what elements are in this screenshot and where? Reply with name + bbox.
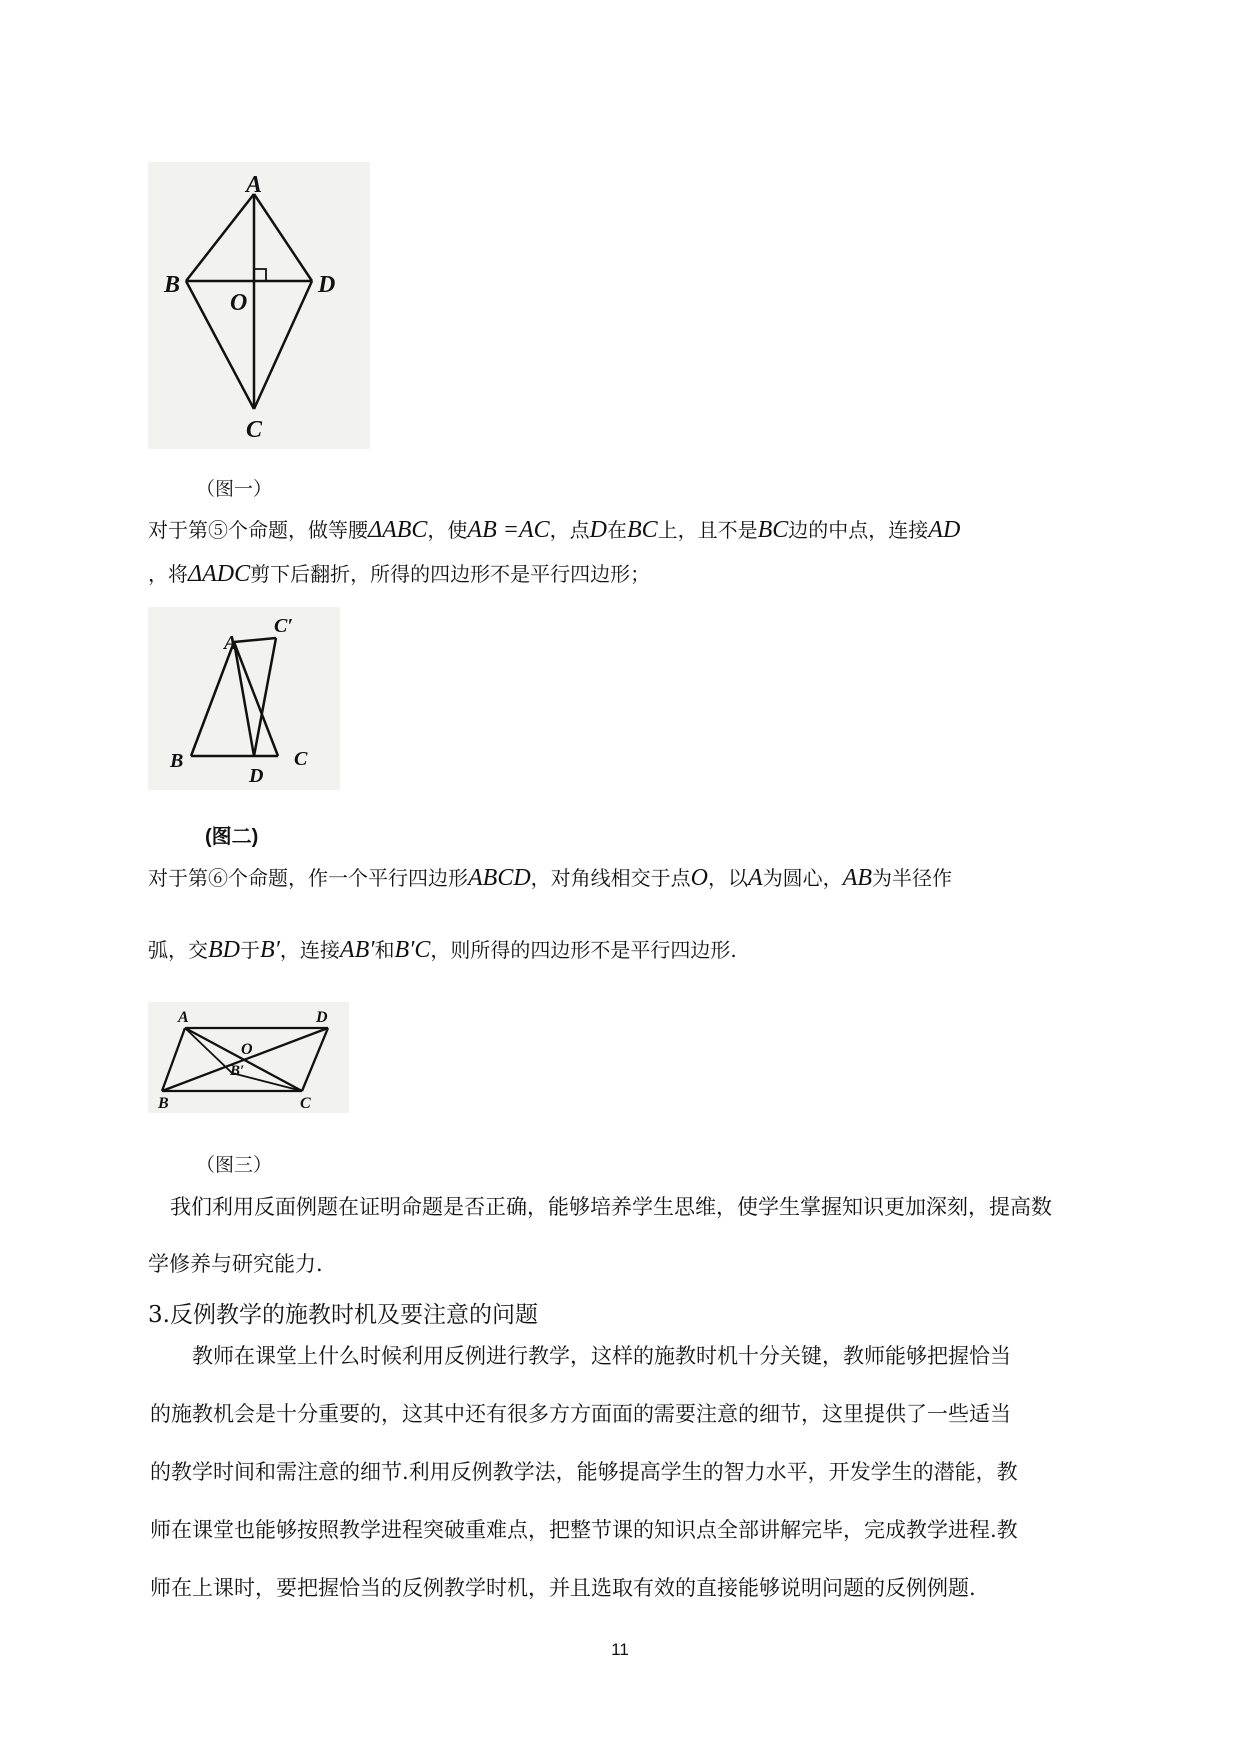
- label-b: B: [170, 750, 184, 772]
- summary-line-1: 我们利用反面例题在证明命题是否正确，能够培养学生思维，使学生掌握知识更加深刻，提高数: [170, 1195, 1052, 1219]
- label-o: O: [230, 290, 248, 316]
- edge-dc: [254, 281, 312, 409]
- edge-ab: [186, 194, 254, 281]
- figure-2-triangle: [148, 607, 340, 790]
- label-b: B: [164, 272, 181, 298]
- label-c: C: [294, 748, 308, 770]
- label-b-prime: B′: [230, 1063, 245, 1079]
- page-number: 11: [611, 1640, 629, 1659]
- para-proposition-5-line-1: 对于第⑤个命题，做等腰ΔABC，使AB =AC，点D在BC上，且不是BC边的中点，连接AD: [148, 517, 961, 543]
- label-a: A: [246, 172, 263, 198]
- edge-ac-prime: [234, 638, 276, 642]
- edge-ab: [191, 642, 234, 756]
- para-proposition-6-line-1: 对于第⑥个命题，作一个平行四边形ABCD，对角线相交于点O，以A为圆心，AB为半径作: [148, 865, 953, 891]
- label-d: D: [316, 1009, 328, 1026]
- segment-ad: [234, 642, 254, 756]
- para-proposition-6-line-2: 弧，交BD于B′，连接AB′和B′C，则所得的四边形不是平行四边形.: [148, 937, 737, 963]
- edge-ad: [254, 194, 312, 281]
- figure-3-caption: （图三）: [196, 1154, 273, 1176]
- summary-line-2: 学修养与研究能力.: [148, 1252, 323, 1276]
- right-angle-mark: [254, 269, 266, 281]
- section-3-line-1: 教师在课堂上什么时候利用反例进行教学，这样的施教时机十分关键，教师能够把握恰当: [192, 1344, 1011, 1368]
- label-c: C: [300, 1095, 311, 1112]
- label-d: D: [249, 765, 264, 787]
- para-proposition-5-line-2: ，将ΔADC剪下后翻折，所得的四边形不是平行四边形；: [148, 561, 651, 587]
- label-b: B: [158, 1095, 169, 1112]
- label-a: A: [224, 632, 238, 654]
- section-3-line-3: 的教学时间和需注意的细节.利用反例教学法，能够提高学生的智力水平，开发学生的潜能，教: [150, 1460, 1018, 1484]
- section-3-line-5: 师在上课时，要把握恰当的反例教学时机，并且选取有效的直接能够说明问题的反例例题.: [150, 1576, 976, 1600]
- edge-c-prime-d: [254, 638, 276, 756]
- section-3-heading: 3.反例教学的施教时机及要注意的问题: [148, 1302, 538, 1328]
- label-a: A: [178, 1009, 189, 1026]
- figure-1-kite: [148, 162, 370, 449]
- figure-1-caption: （图一）: [196, 478, 273, 500]
- label-o: O: [241, 1041, 253, 1058]
- figure-3-parallelogram: [148, 1002, 349, 1113]
- figure-2-caption: (图二): [205, 826, 259, 848]
- label-c: C: [246, 417, 263, 443]
- label-c-prime: C′: [274, 615, 293, 637]
- section-3-line-4: 师在课堂也能够按照教学进程突破重难点，把整节课的知识点全部讲解完毕，完成教学进程.教: [150, 1518, 1018, 1542]
- label-d: D: [318, 272, 336, 298]
- edge-ba: [162, 1028, 185, 1091]
- diagonal-bd: [162, 1028, 328, 1091]
- section-3-line-2: 的施教机会是十分重要的，这其中还有很多方方面面的需要注意的细节，这里提供了一些适当: [150, 1402, 1011, 1426]
